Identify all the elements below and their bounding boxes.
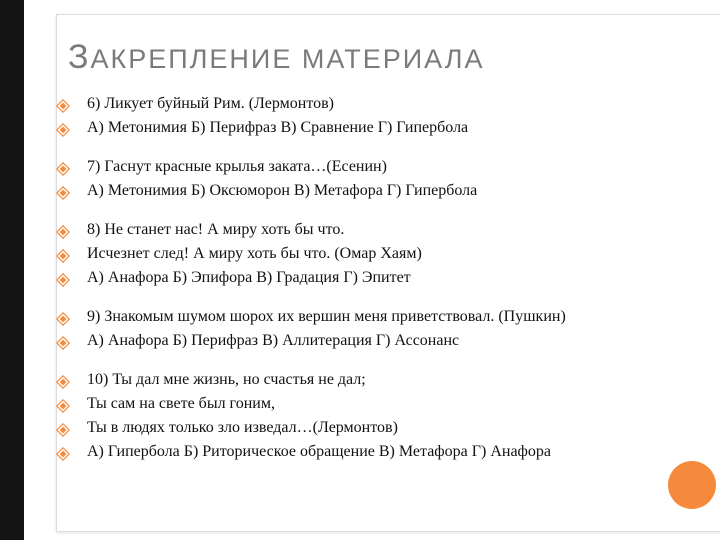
diamond-bullet-icon [56, 334, 70, 348]
list-item [56, 155, 696, 179]
slide-title [68, 38, 485, 77]
list-item [56, 242, 696, 266]
group-gap [56, 140, 696, 155]
list-item [56, 218, 696, 242]
list-item-text: 10) Ты дал мне жизнь, но счастья не дал; [87, 371, 366, 388]
list-item [56, 179, 696, 203]
list-item-text: 6) Ликует буйный Рим. (Лермонтов) [87, 95, 335, 112]
diamond-bullet-icon [56, 184, 70, 198]
title-first-letter: З [68, 38, 91, 76]
list-item [56, 92, 696, 116]
diamond-bullet-icon [56, 271, 70, 285]
list-item-text: 7) Гаснут красные крылья заката…(Есенин) [87, 158, 387, 175]
group-gap [56, 353, 696, 368]
list-item [56, 266, 696, 290]
list-item-text: 8) Не станет нас! А миру хоть бы что. [87, 221, 345, 238]
list-item-text: 9) Знакомым шумом шорох их вершин меня приветствовал. (Пушкин) [87, 308, 566, 325]
list-item [56, 440, 696, 464]
list-item-text: А) Метонимия Б) Оксюморон В) Метафора Г) Гипербола [87, 182, 478, 199]
diamond-bullet-icon [56, 310, 70, 324]
list-item [56, 305, 696, 329]
list-item-text: Исчезнет след! А миру хоть бы что. (Омар Хаям) [87, 245, 422, 262]
diamond-bullet-icon [56, 445, 70, 459]
list-item [56, 368, 696, 392]
diamond-bullet-icon [56, 421, 70, 435]
list-item-text: А) Анафора Б) Эпифора В) Градация Г) Эпитет [87, 269, 411, 286]
diamond-bullet-icon [56, 97, 70, 111]
list-item-text: А) Анафора Б) Перифраз В) Аллитерация Г) Ассонанс [87, 332, 460, 349]
list-item [56, 392, 696, 416]
diamond-bullet-icon [56, 160, 70, 174]
group-gap [56, 203, 696, 218]
list-item [56, 416, 696, 440]
group-gap [56, 290, 696, 305]
list-item [56, 116, 696, 140]
diamond-bullet-icon [56, 397, 70, 411]
orange-circle-decoration [668, 461, 716, 509]
list-item-text: А) Гипербола Б) Риторическое обращение В) Метафора Г) Анафора [87, 443, 552, 460]
list-item-text: Ты сам на свете был гоним, [87, 395, 275, 412]
list-item-text: Ты в людях только зло изведал…(Лермонтов) [87, 419, 398, 436]
diamond-bullet-icon [56, 247, 70, 261]
content-list [56, 92, 696, 464]
diamond-bullet-icon [56, 121, 70, 135]
list-item-text: А) Метонимия Б) Перифраз В) Сравнение Г) Гипербола [87, 119, 469, 136]
left-dark-bar [0, 0, 24, 540]
title-rest: АКРЕПЛЕНИЕ МАТЕРИАЛА [90, 44, 485, 74]
diamond-bullet-icon [56, 373, 70, 387]
diamond-bullet-icon [56, 223, 70, 237]
list-item [56, 329, 696, 353]
